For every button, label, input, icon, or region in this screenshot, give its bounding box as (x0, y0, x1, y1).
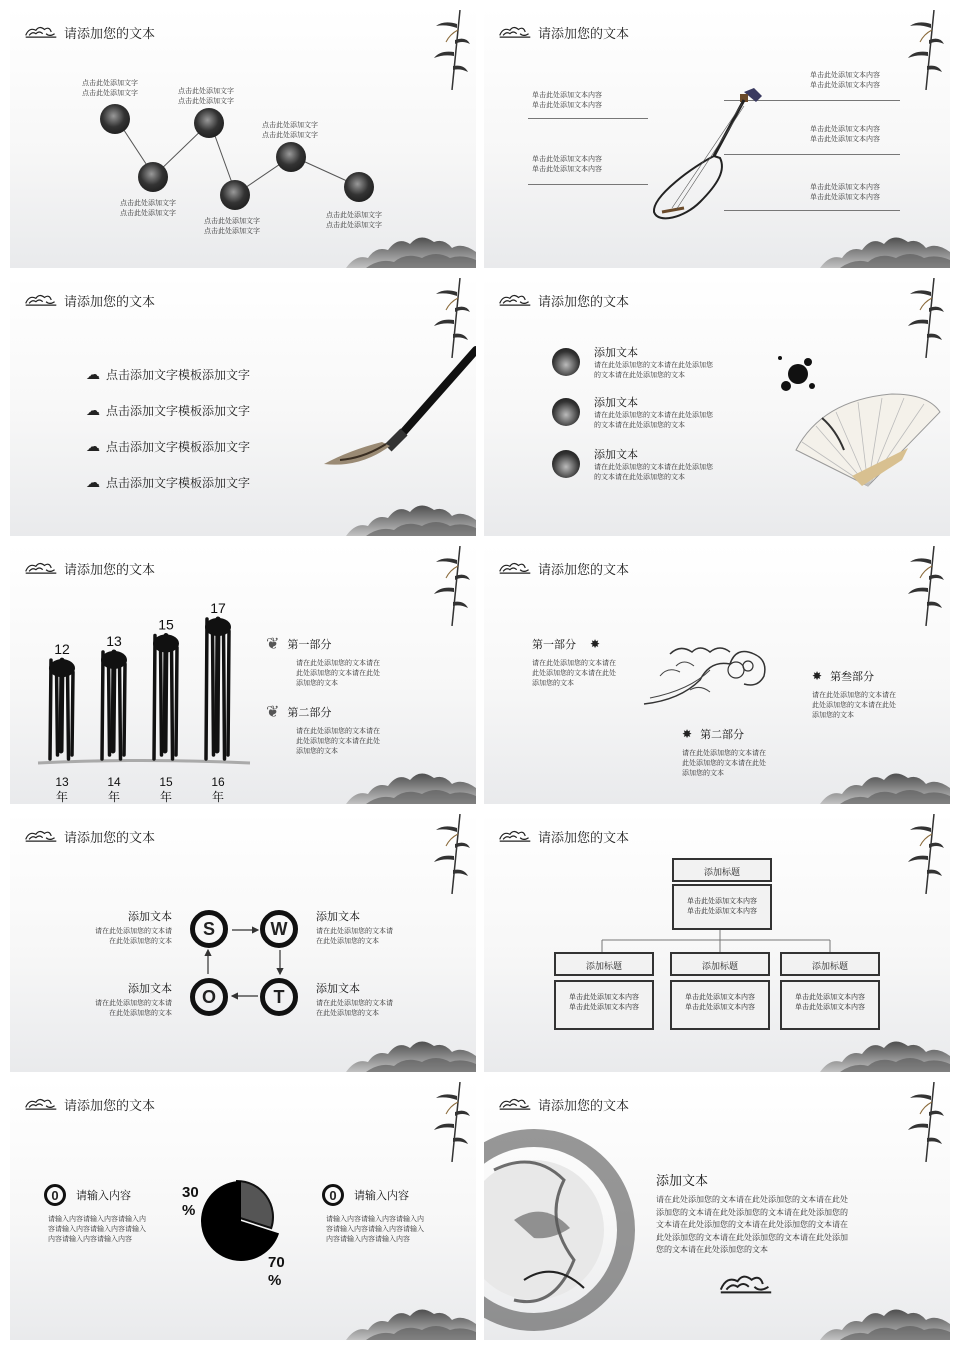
org-node-title: 添加标题 (701, 961, 738, 971)
part-item[interactable] (682, 726, 766, 778)
part-text: 请在此处添加您的文本请在 此处添加您的文本请在此处 添加您的文本 (812, 691, 896, 719)
mountain-decoration-icon (820, 764, 950, 804)
org-node-text: 单击此处添加文本内容 单击此处添加文本内容 (795, 993, 865, 1011)
brush-icon (320, 346, 476, 476)
list-item[interactable] (86, 366, 250, 383)
item-text: 请在此处添加您的文本请 在此处添加您的文本 (316, 927, 393, 945)
item-heading: 请输入内容 (354, 1190, 409, 1202)
item-text[interactable]: 请在此处添加您的文本请在此处添加您 的文本请在此处添加您的文本 (594, 463, 713, 481)
part-text: 请在此处添加您的文本请在 此处添加您的文本请在此处 添加您的文本 (296, 727, 380, 755)
item-text: 请输入内容请输入内容请输入内 容请输入内容请输入内容请输入 内容请输入内容请输入内容 (48, 1215, 146, 1243)
cloud-bullet-icon: ☁ (86, 474, 100, 490)
part-heading: 第一部分 (532, 639, 576, 651)
ink-node (220, 180, 250, 210)
org-child-body[interactable] (780, 980, 880, 1030)
maple-leaf-icon: ❦ (266, 704, 280, 721)
bee-icon: ✸ (682, 727, 693, 741)
org-node-title: 添加标题 (811, 961, 848, 971)
pipa-instrument-icon (644, 86, 774, 226)
mountain-decoration-icon (820, 228, 950, 268)
item-heading: 添加文本 (128, 983, 172, 995)
slide-title: 请添加您的文本 (538, 25, 630, 41)
org-node-text: 单击此处添加文本内容 单击此处添加文本内容 (687, 897, 757, 915)
swot-text-item[interactable] (72, 980, 172, 1018)
list-item-label: 点击添加文字模板添加文字 (106, 368, 251, 382)
swot-t-circle[interactable] (260, 978, 298, 1016)
mountain-decoration-icon (346, 496, 476, 536)
item-heading: 添加文本 (316, 911, 360, 923)
org-child-header[interactable] (780, 952, 880, 976)
part-item[interactable] (532, 636, 616, 688)
pie-chart (196, 1176, 286, 1266)
item-text[interactable]: 请在此处添加您的文本请在此处添加您 的文本请在此处添加您的文本 (594, 411, 713, 429)
org-top-header[interactable] (672, 858, 772, 882)
bamboo-decoration-icon (430, 546, 470, 626)
list-item-label: 点击添加文字模板添加文字 (106, 476, 251, 490)
org-node-text: 单击此处添加文本内容 单击此处添加文本内容 (569, 993, 639, 1011)
pie-label: 30 % (182, 1184, 199, 1219)
ground-stroke (38, 761, 250, 764)
list-item[interactable] (86, 474, 250, 491)
swot-text-item[interactable] (316, 980, 393, 1018)
chart-bar (205, 618, 231, 759)
ink-node (344, 172, 374, 202)
slide-title: 请添加您的文本 (64, 1097, 156, 1113)
item-text: 请输入内容请输入内容请输入内 容请输入内容请输入内容请输入 内容请输入内容请输入内容 (326, 1215, 424, 1243)
list-item[interactable] (86, 438, 250, 455)
category-label: 年 (55, 790, 69, 804)
pie-label: 70 % (268, 1254, 285, 1289)
number-circle-icon: 0 (44, 1184, 66, 1206)
cloud-logo-icon (498, 559, 532, 577)
ink-node (194, 108, 224, 138)
bee-icon: ✸ (812, 669, 823, 683)
bar-value-label: 12 (54, 641, 70, 658)
part-text: 请在此处添加您的文本请在 此处添加您的文本请在此处 添加您的文本 (532, 659, 616, 687)
ink-node (276, 142, 306, 172)
number-circle-icon: 0 (322, 1184, 344, 1206)
cloud-bullet-icon: ☁ (86, 402, 100, 418)
divider-line (528, 118, 648, 119)
slide-title: 请添加您的文本 (64, 293, 156, 309)
mountain-decoration-icon (346, 764, 476, 804)
category-label: 15 (159, 775, 173, 789)
node-label[interactable]: 点击此处添加文字 点击此处添加文字 (82, 79, 138, 97)
bamboo-decoration-icon (430, 1082, 470, 1162)
folding-fan-icon (792, 390, 942, 490)
slide-1[interactable] (10, 8, 476, 268)
swot-letter: O (201, 986, 216, 1007)
bar-value-label: 17 (210, 600, 226, 616)
slide-title: 请添加您的文本 (64, 829, 156, 845)
text-block[interactable]: 单击此处添加文本内容 单击此处添加文本内容 (810, 125, 880, 143)
bee-icon: ✸ (590, 637, 601, 651)
bamboo-decoration-icon (904, 546, 944, 626)
category-label: 13 (55, 775, 69, 789)
org-node-text: 单击此处添加文本内容 单击此处添加文本内容 (685, 993, 755, 1011)
cloud-ornament-icon (716, 1270, 776, 1298)
divider-line (528, 184, 648, 185)
slide-title: 请添加您的文本 (538, 293, 630, 309)
item-heading: 添加文本 (128, 911, 172, 923)
ink-circle-icon (552, 398, 580, 426)
mountain-decoration-icon (346, 1300, 476, 1340)
chart-bar (49, 659, 75, 759)
category-label: 16 (211, 775, 225, 789)
input-item[interactable] (322, 1184, 424, 1244)
text-block[interactable]: 单击此处添加文本内容 单击此处添加文本内容 (810, 183, 880, 201)
slide-title: 请添加您的文本 (538, 561, 630, 577)
slide-9[interactable] (10, 1080, 476, 1340)
slide-6[interactable] (484, 544, 950, 804)
slide-title: 请添加您的文本 (64, 25, 156, 41)
org-child-header[interactable] (554, 952, 654, 976)
item-text: 请在此处添加您的文本请 在此处添加您的文本 (95, 927, 172, 945)
item-heading: 添加文本 (594, 347, 638, 359)
part-text: 请在此处添加您的文本请在 此处添加您的文本请在此处 添加您的文本 (682, 749, 766, 777)
slide-header (498, 18, 629, 46)
slide-title: 请添加您的文本 (64, 561, 156, 577)
ink-circle-icon (552, 348, 580, 376)
text-block[interactable]: 单击此处添加文本内容 单击此处添加文本内容 (532, 155, 602, 173)
bar-value-label: 15 (158, 616, 174, 633)
ink-node (138, 162, 168, 192)
org-child-header[interactable] (670, 952, 770, 976)
item-heading: 请输入内容 (76, 1190, 131, 1202)
slide-10[interactable] (484, 1080, 950, 1340)
slide-3[interactable] (10, 276, 476, 536)
part-item[interactable] (266, 634, 380, 688)
input-item[interactable] (44, 1184, 146, 1244)
bar-value-label: 13 (106, 632, 122, 649)
node-label[interactable]: 点击此处添加文字 点击此处添加文字 (262, 121, 318, 139)
item-heading: 添加文本 (594, 449, 638, 461)
org-node-title: 添加标题 (585, 961, 622, 971)
node-label[interactable]: 点击此处添加文字 点击此处添加文字 (204, 217, 260, 235)
list-item-label: 点击添加文字模板添加文字 (106, 404, 251, 418)
category-label: 年 (159, 790, 173, 804)
swot-o-circle[interactable] (190, 978, 228, 1016)
maple-leaf-icon: ❦ (266, 636, 280, 653)
swot-letter: S (202, 918, 215, 939)
auspicious-cloud-icon (640, 640, 770, 710)
swot-letter: W (270, 918, 288, 939)
swot-s-circle[interactable] (190, 910, 228, 948)
cloud-bullet-icon: ☁ (86, 438, 100, 454)
swot-text-item[interactable] (72, 908, 172, 946)
swot-w-circle[interactable] (260, 910, 298, 948)
ink-node (100, 104, 130, 134)
chart-bar (153, 634, 179, 759)
ink-painting-icon (484, 1110, 644, 1340)
org-top-body[interactable] (672, 884, 772, 930)
slide-8[interactable] (484, 812, 950, 1072)
item-text: 请在此处添加您的文本请 在此处添加您的文本 (95, 999, 172, 1017)
bamboo-decoration-icon (904, 278, 944, 358)
text-block[interactable]: 单击此处添加文本内容 单击此处添加文本内容 (810, 71, 880, 89)
list-item-label: 点击添加文字模板添加文字 (106, 440, 251, 454)
slide-header (498, 286, 629, 314)
pie-slice (237, 1181, 273, 1228)
chart-bar (101, 651, 127, 759)
cloud-logo-icon (498, 23, 532, 41)
node-label[interactable]: 点击此处添加文字 点击此处添加文字 (120, 199, 176, 217)
category-label: 14 (107, 775, 121, 789)
swot-text-item[interactable] (316, 908, 393, 946)
item-text[interactable]: 请在此处添加您的文本请在此处添加您 的文本请在此处添加您的文本 (594, 361, 713, 379)
slide-header (498, 554, 629, 582)
part-heading: 第一部分 (287, 639, 332, 651)
section-text[interactable]: 请在此处添加您的文本请在此处添加您的文本请在此处 添加您的文本请在此处添加您的文本请在此处添加您的 文本请在此处添加您的文本请在此处添加您的文本请在 此处添加您的文本请在此处添加您的文本请在此处添加 您的文本请在此处添加您的文本 (656, 1195, 848, 1254)
slide-7[interactable] (10, 812, 476, 1072)
swot-letter: T (273, 986, 285, 1007)
slide-header (24, 1090, 155, 1118)
org-node-title: 添加标题 (703, 867, 740, 877)
part-heading: 第二部分 (700, 729, 745, 741)
part-heading: 第叁部分 (830, 671, 875, 683)
cloud-logo-icon (24, 1095, 58, 1113)
part-item[interactable] (266, 702, 380, 756)
slide-5[interactable] (10, 544, 476, 804)
ink-bar-chart (10, 544, 270, 804)
mountain-decoration-icon (820, 1300, 950, 1340)
node-label[interactable]: 点击此处添加文字 点击此处添加文字 (326, 211, 382, 229)
cloud-logo-icon (498, 291, 532, 309)
item-heading: 添加文本 (316, 983, 360, 995)
bamboo-decoration-icon (904, 10, 944, 90)
slide-4[interactable] (484, 276, 950, 536)
part-text: 请在此处添加您的文本请在 此处添加您的文本请在此处 添加您的文本 (296, 659, 380, 687)
category-label: 年 (211, 790, 225, 804)
cloud-bullet-icon: ☁ (86, 366, 100, 382)
slide-title: 请添加您的文本 (538, 1097, 630, 1113)
slide-header (24, 286, 155, 314)
org-child-body[interactable] (670, 980, 770, 1030)
slide-title: 请添加您的文本 (538, 829, 630, 845)
section-heading: 添加文本 (656, 1173, 709, 1188)
text-block[interactable]: 单击此处添加文本内容 单击此处添加文本内容 (532, 91, 602, 109)
item-text: 请在此处添加您的文本请 在此处添加您的文本 (316, 999, 393, 1017)
part-item[interactable] (812, 668, 896, 720)
ink-circle-icon (552, 450, 580, 478)
item-heading: 添加文本 (594, 397, 638, 409)
org-connectors (484, 812, 950, 1072)
cloud-logo-icon (24, 291, 58, 309)
list-item[interactable] (86, 402, 250, 419)
slide-2[interactable] (484, 8, 950, 268)
org-child-body[interactable] (554, 980, 654, 1030)
part-heading: 第二部分 (287, 707, 332, 719)
bamboo-decoration-icon (904, 1082, 944, 1162)
category-label: 年 (107, 790, 121, 804)
node-label[interactable]: 点击此处添加文字 点击此处添加文字 (178, 87, 234, 105)
